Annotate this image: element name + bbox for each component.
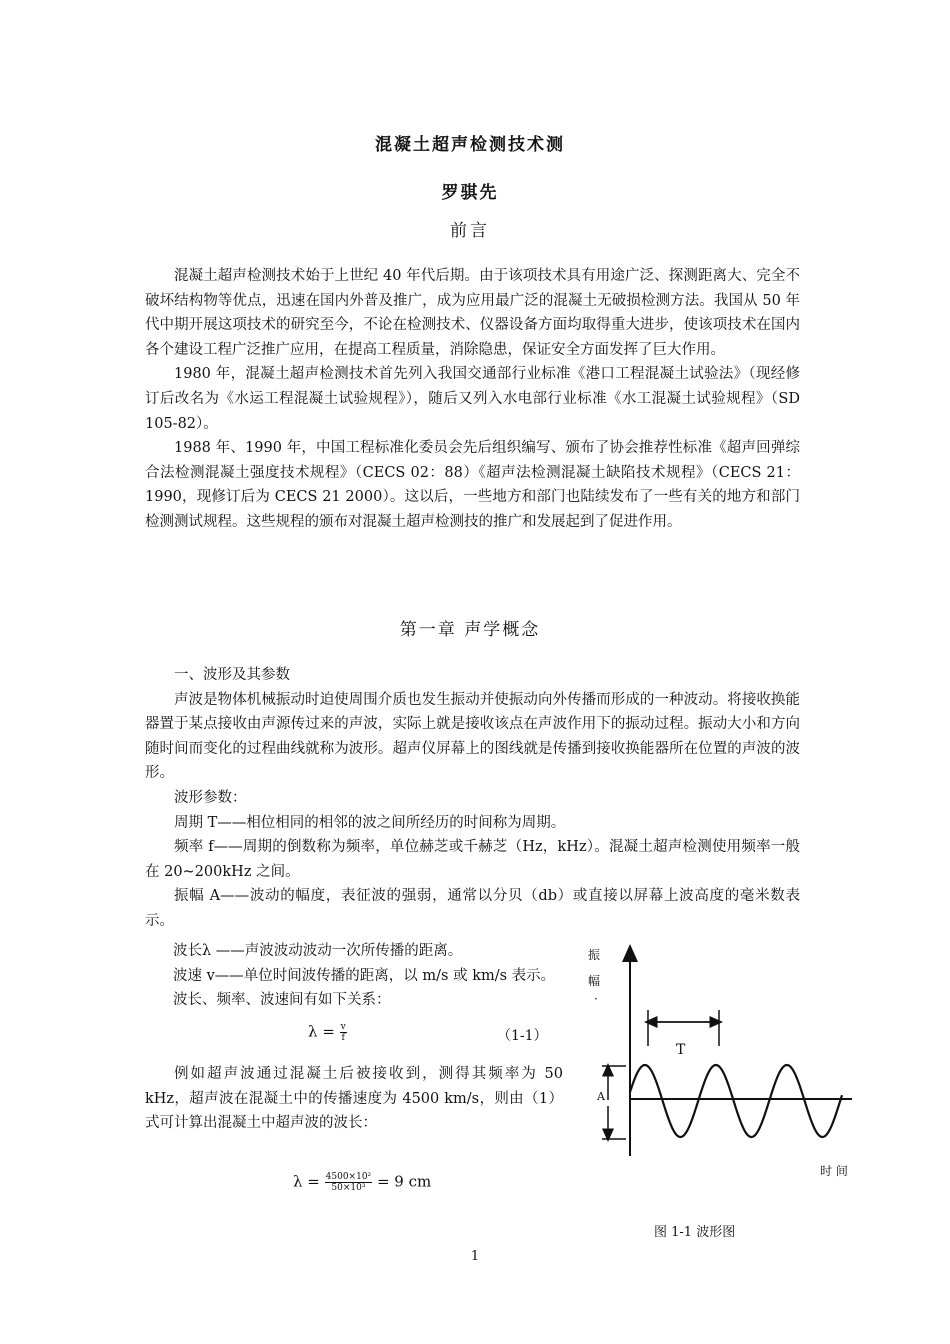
waveform-svg [580,940,860,1220]
x-axis-label: 时 间 [820,1164,848,1178]
formula-2 [293,1172,431,1193]
waveform-figure [580,940,860,1220]
chapter-heading: 第一章 声学概念 [399,620,541,640]
formula-1-lhs: λ [308,1022,318,1041]
period-definition: 周期 T——相位相同的相邻的波之间所经历的时间称为周期。 [174,814,566,831]
example-paragraph: 例如超声波通过混凝土后被接收到，测得其频率为 50 kHz，超声波在混凝土中的传播速度为 4500 km/s，则由（1）式可计算出混凝土中超声波的波长： [145,1066,563,1132]
figure-caption: 图 1-1 波形图 [654,1225,736,1240]
preface-heading: 前言 [450,221,490,241]
equation-number: （1-1） [497,1028,548,1044]
frequency-definition: 频率 f——周期的倒数称为频率，单位赫芝或千赫芝（Hz，kHz）。混凝土超声检测使用频率一般在 20~200kHz 之间。 [145,839,800,880]
formula-2-rhs: = 9 cm [376,1172,432,1191]
formula-1-fraction [340,1022,347,1043]
y-axis-label-dot: · [594,992,598,1006]
document-title: 混凝土超声检测技术测 [375,135,565,155]
preface-paragraph-3: 1988 年、1990 年，中国工程标准化委员会先后组织编写、颁布了协会推荐性标准《超声回弹综合法检测混凝土强度技术规程》（CECS 02：88）《超声法检测混凝土缺陷技术规程》（CECS 21：1990，现修订后为 CECS 21 2000）。这以后，一些地方和部门也陆续发布了一些有关的地方和部门检测测试规程。这些规程的颁布对混凝土超声检测技的推广和发展起到了促进作用。 [145,440,800,530]
velocity-definition: 波速 v——单位时间波传播的距离，以 m/s 或 km/s 表示。 [173,968,556,984]
page-number: 1 [470,1249,480,1264]
formula-2-denominator: 50×10³ [331,1183,366,1193]
formula-2-lhs: λ [293,1172,303,1191]
section-heading: 一、波形及其参数 [174,667,290,683]
formula-2-numerator: 4500×10² [325,1172,372,1182]
preface-paragraph-1: 混凝土超声检测技术始于上世纪 40 年代后期。由于该项技术具有用途广泛、探测距离大、完全不破坏结构物等优点，迅速在国内外普及推广，成为应用最广泛的混凝土无破损检测方法。我国从 50 年代中期开展这项技术的研究至今，不论在检测技术、仪器设备方面均取得重大进步，使该项技术在国内各个建设工程广泛推广应用，在提高工程质量，消除隐患，保证安全方面发挥了巨大作用。 [145,268,800,358]
period-label: T [676,1042,686,1058]
formula-2-fraction [325,1172,373,1193]
formula-2-eq: = [307,1172,320,1191]
sine-wave [630,1065,842,1137]
section-paragraph: 声波是物体机械振动时迫使周围介质也发生振动并使振动向外传播而形成的一种波动。将接收换能器置于某点接收由声源传过来的声波，实际上就是接收该点在声波作用下的振动过程。振动大小和方向随时间而变化的过程曲线就称为波形。超声仪屏幕上的图线就是传播到接收换能器所在位置的声波的波形。 [145,691,800,782]
y-axis-label-2: 幅 [588,974,601,988]
preface-paragraph-2: 1980 年，混凝土超声检测技术首先列入我国交通部行业标准《港口工程混凝土试验法》（现经修订后改名为《水运工程混凝土试验规程》），随后又列入水电部行业标准《水工混凝土试验规程》（SD 105-82）。 [145,366,800,432]
author-name: 罗骐先 [441,183,499,203]
relation-text: 波长、频率、波速间有如下关系： [173,992,391,1008]
amplitude-label: A [597,1090,605,1103]
section-body [145,663,800,934]
amplitude-definition: 振幅 A——波动的幅度，表征波的强弱，通常以分贝（db）或直接以屏幕上波高度的毫米数表示。 [145,888,800,929]
formula-1-denominator: f [341,1033,345,1043]
preface-body [145,264,800,535]
formula-1-numerator: v [340,1022,346,1032]
params-label: 波形参数： [174,789,247,806]
y-axis-label-1: 振 [588,948,601,962]
formula-1-eq: = [322,1022,335,1041]
formula-1 [308,1022,347,1043]
wavelength-definition: 波长λ ——声波波动波动一次所传播的距离。 [173,943,463,959]
